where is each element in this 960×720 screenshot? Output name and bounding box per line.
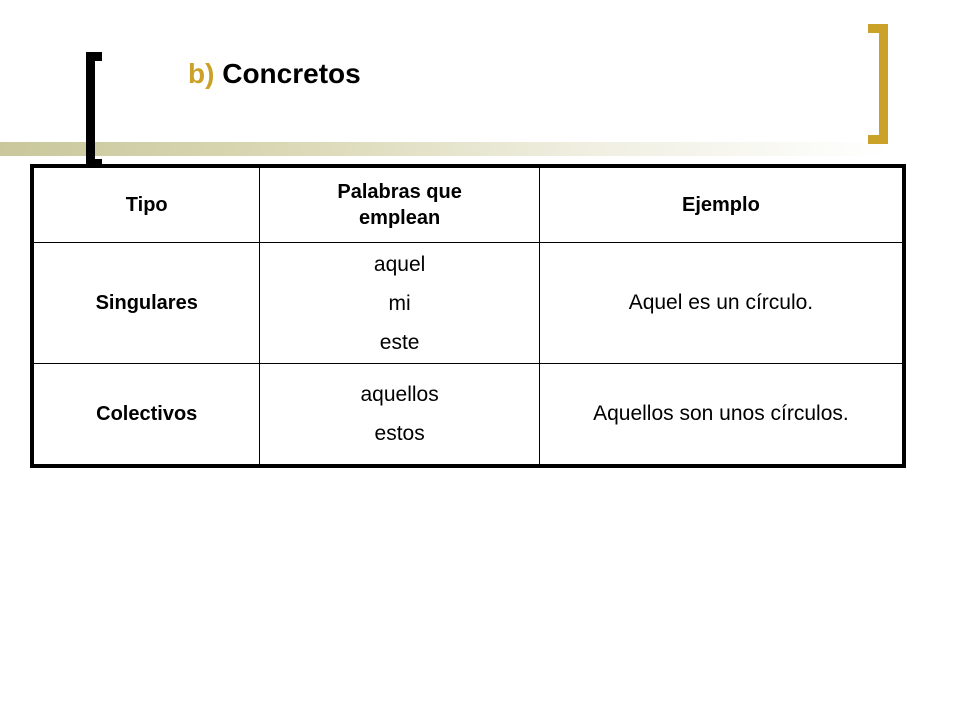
decorative-gradient-line (0, 142, 890, 156)
header-tipo: Tipo (32, 166, 260, 243)
word-item: este (379, 330, 420, 354)
cell-ejemplo: Aquel es un círculo. (539, 243, 904, 364)
cell-palabras (260, 243, 539, 364)
table-row (32, 243, 904, 364)
cell-tipo: Singulares (32, 243, 260, 364)
slide-title (188, 58, 361, 90)
cell-ejemplo: Aquellos son unos círculos. (539, 364, 904, 467)
cell-palabras (260, 364, 539, 467)
cell-tipo: Colectivos (32, 364, 260, 467)
title-main: Concretos (222, 58, 361, 89)
right-bracket-decoration (868, 24, 888, 144)
word-item: aquellos (360, 383, 439, 406)
header-ejemplo: Ejemplo (539, 166, 904, 243)
table-header-row (32, 166, 904, 243)
header-palabras-text: Palabras que emplean (337, 181, 462, 229)
word-item: mi (388, 291, 411, 315)
word-item: aquel (373, 252, 426, 276)
word-item: estos (374, 422, 425, 445)
left-bracket-decoration (86, 52, 102, 168)
concretos-table (30, 164, 906, 468)
header-palabras (260, 166, 539, 243)
title-prefix: b) (188, 58, 215, 89)
table-row (32, 364, 904, 467)
